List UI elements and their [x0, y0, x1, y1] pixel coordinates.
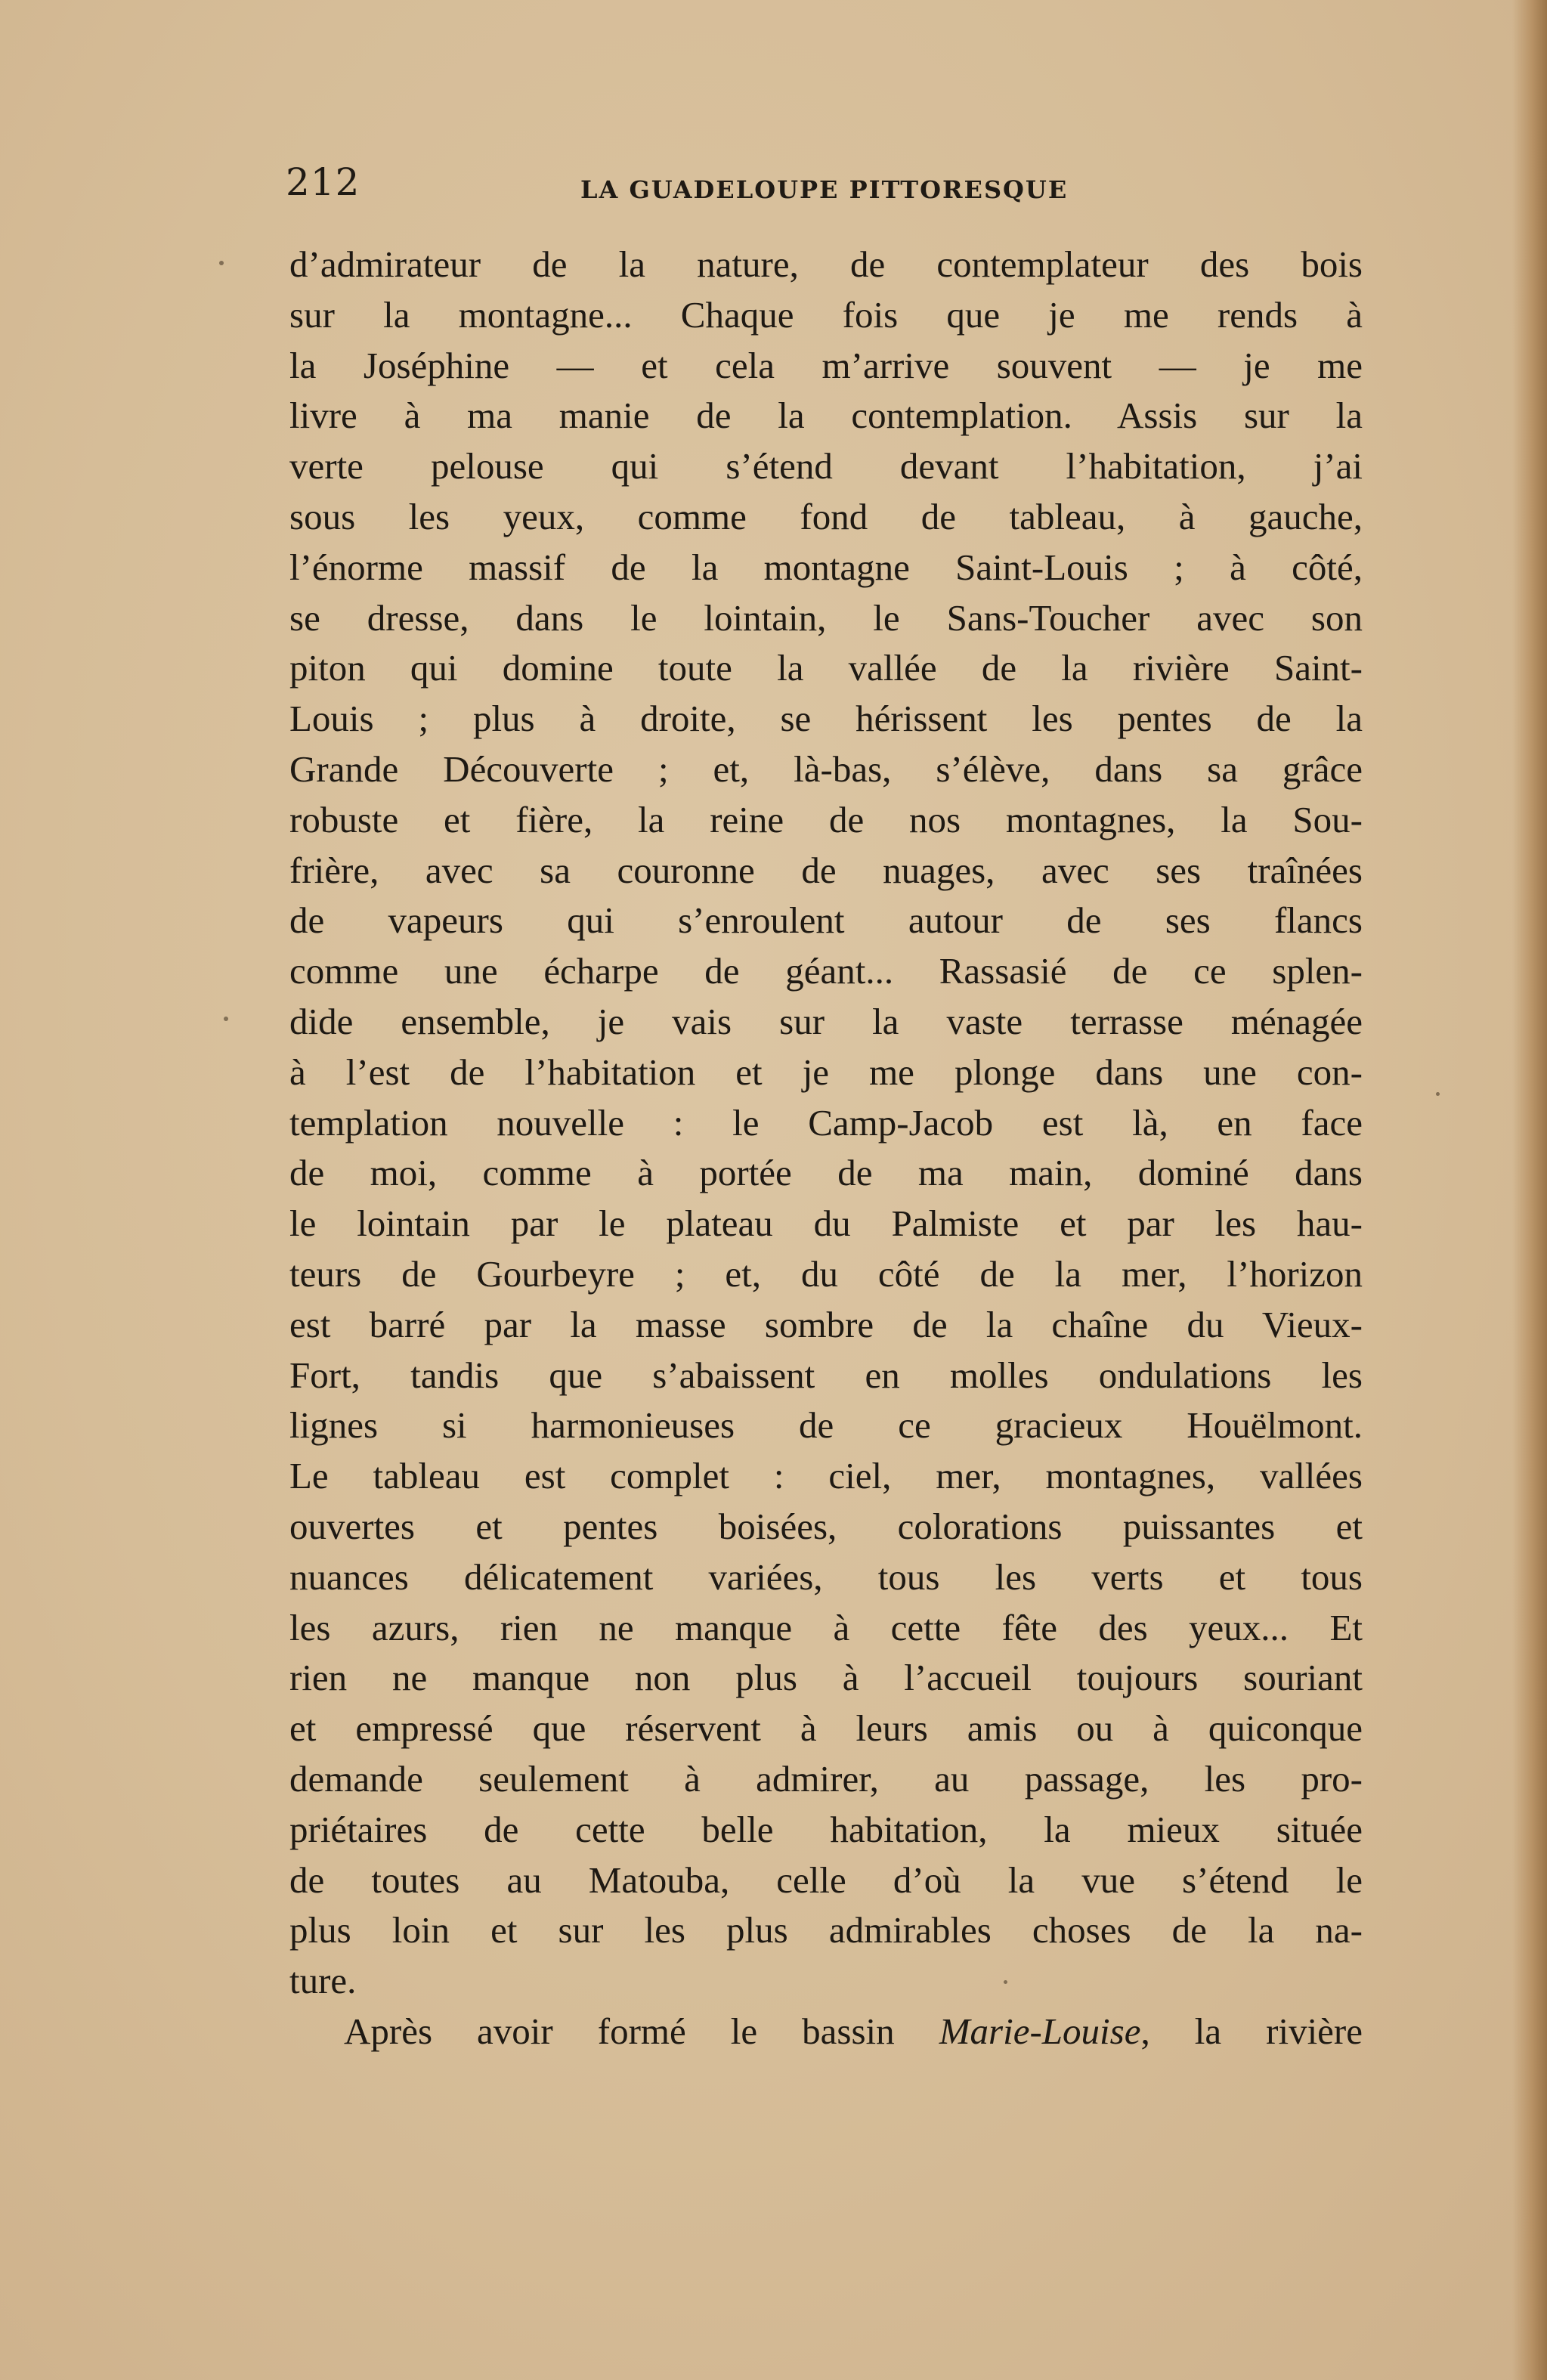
text-line: verte pelouse qui s’étend devant l’habitation, j’ai — [289, 445, 1363, 487]
page-header — [286, 160, 1359, 221]
text-run: , la rivière — [1140, 2010, 1363, 2052]
text-line: rien ne manque non plus à l’accueil toujours souriant — [289, 1657, 1363, 1699]
text-line: est barré par la masse sombre de la chaîne du Vieux- — [289, 1303, 1363, 1345]
text-line — [289, 2007, 1363, 2057]
text-line: sous les yeux, comme fond de tableau, à gauche, — [289, 495, 1363, 537]
text-line: de vapeurs qui s’enroulent autour de ses flancs — [289, 899, 1363, 942]
text-line: nuances délicatement variées, tous les verts et tous — [289, 1555, 1363, 1598]
text-line: les azurs, rien ne manque à cette fête des yeux... Et — [289, 1606, 1363, 1648]
text-line: d’admirateur de la nature, de contemplateur des bois — [289, 243, 1363, 285]
text-line: piton qui domine toute la vallée de la rivière Saint- — [289, 647, 1363, 689]
text-line: Louis ; plus à droite, se hérissent les pentes de la — [289, 698, 1363, 740]
ink-speck — [1436, 1092, 1440, 1096]
text-line: livre à ma manie de la contemplation. Assis sur la — [289, 395, 1363, 437]
text-line: demande seulement à admirer, au passage, les pro- — [289, 1757, 1363, 1800]
italic-name: Marie-Louise — [939, 2010, 1141, 2052]
paragraph-2 — [289, 2007, 1363, 2057]
text-line: et empressé que réservent à leurs amis ou à quiconque — [289, 1707, 1363, 1750]
ink-speck — [224, 1017, 228, 1021]
text-line: lignes si harmonieuses de ce gracieux Houëlmont. — [289, 1404, 1363, 1447]
body-text — [289, 240, 1363, 2057]
text-line: la Joséphine — et cela m’arrive souvent — je me — [289, 344, 1363, 386]
text-line: templation nouvelle : le Camp-Jacob est là, en face — [289, 1101, 1363, 1144]
text-line: sur la montagne... Chaque fois que je me rends à — [289, 293, 1363, 336]
text-line: l’énorme massif de la montagne Saint-Louis ; à côté, — [289, 546, 1363, 588]
text-line: ture. — [289, 1960, 357, 2002]
text-line: Grande Découverte ; et, là-bas, s’élève, dans sa grâce — [289, 747, 1363, 790]
paragraph-1 — [289, 240, 1363, 2007]
text-line: Fort, tandis que s’abaissent en molles ondulations les — [289, 1354, 1363, 1396]
text-line: se dresse, dans le lointain, le Sans-Toucher avec son — [289, 596, 1363, 639]
text-line: Le tableau est complet : ciel, mer, montagnes, vallées — [289, 1455, 1363, 1497]
page-edge-shadow — [1512, 0, 1547, 2380]
text-line: comme une écharpe de géant... Rassasié de ce splen- — [289, 950, 1363, 992]
text-line: ouvertes et pentes boisées, colorations puissantes et — [289, 1505, 1363, 1547]
text-run: Après avoir formé le bassin — [344, 2010, 939, 2052]
text-line: le lointain par le plateau du Palmiste et par les hau- — [289, 1202, 1363, 1245]
text-line: dide ensemble, je vais sur la vaste terrasse ménagée — [289, 1000, 1363, 1042]
text-line: de toutes au Matouba, celle d’où la vue s’étend le — [289, 1859, 1363, 1901]
text-line: à l’est de l’habitation et je me plonge dans une con- — [289, 1051, 1363, 1093]
page-number: 212 — [286, 160, 360, 204]
text-line: plus loin et sur les plus admirables choses de la na- — [289, 1909, 1363, 1951]
running-title: LA GUADELOUPE PITTORESQUE — [580, 175, 1069, 204]
text-line: robuste et fière, la reine de nos montagnes, la Sou- — [289, 798, 1363, 840]
text-line: frière, avec sa couronne de nuages, avec ses traînées — [289, 849, 1363, 891]
text-line: teurs de Gourbeyre ; et, du côté de la mer, l’horizon — [289, 1252, 1363, 1295]
text-line: priétaires de cette belle habitation, la mieux située — [289, 1808, 1363, 1850]
text-line: de moi, comme à portée de ma main, dominé dans — [289, 1152, 1363, 1194]
ink-speck — [219, 261, 224, 265]
